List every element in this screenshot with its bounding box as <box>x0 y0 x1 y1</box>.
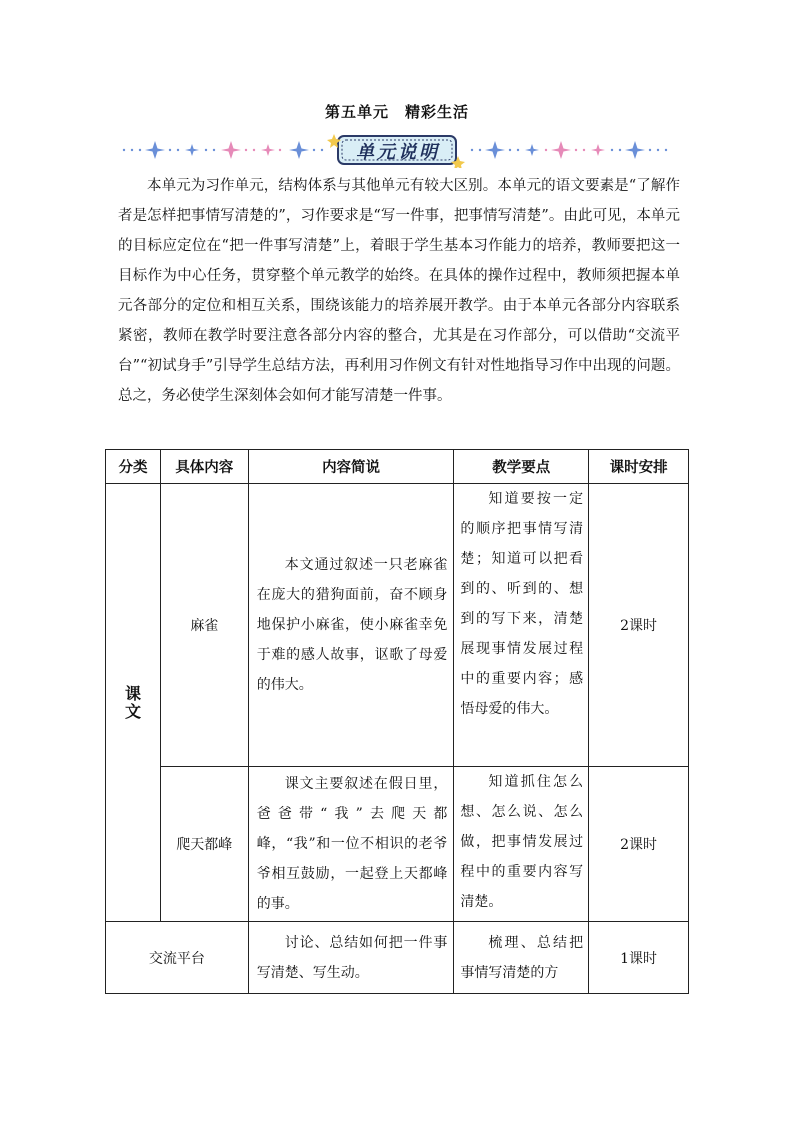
section-badge-label: 单元说明 <box>356 142 440 163</box>
page-title: 第五单元 精彩生活 <box>324 103 469 121</box>
points-text: 知道抓住怎么想、怎么说、怎么做，把事情发展过程中的重要内容写清楚。 <box>460 774 584 910</box>
summary-cell <box>248 484 454 767</box>
header-summary: 内容简说 <box>248 450 454 484</box>
points-cell <box>454 922 589 994</box>
table-row <box>106 767 689 922</box>
summary-cell <box>248 767 454 922</box>
header-points: 教学要点 <box>454 450 589 484</box>
content-cell: 麻雀 <box>160 484 248 767</box>
header-category: 分类 <box>106 450 161 484</box>
table-row <box>106 484 689 767</box>
sparkle-left-icon <box>123 141 215 159</box>
hours-cell: 2课时 <box>589 767 689 922</box>
points-text: 梳理、总结把事情写清楚的方 <box>460 934 584 981</box>
hours-cell: 1课时 <box>589 922 689 994</box>
category-cell: 交流平台 <box>106 922 249 994</box>
intro-text: 本单元为习作单元，结构体系与其他单元有较大区别。本单元的语文要素是“了解作者是怎样把事情写清楚的”，习作要求是“写一件事，把事情写清楚”。由此可见，本单元的目标应定位在“把一件事写清楚”上，着眼于学生基本习作能力的培养，教师要把这一目标作为中心任务，贯穿整个单元教学的始终。在具体的操作过程中，教师须把握本单元各部分的定位和相互关系，围绕该能力的培养展开教学。由于本单元各部分内容联系紧密，教师在教学时要注意各部分内容的整合，尤其是在习作部分，可以借助“交流平台”“初试身手”引导学生总结方法，再利用习作例文有针对性地指导习作中出现的问题。总之，务必使学生深刻体会如何才能写清楚一件事。 <box>118 178 680 404</box>
sparkle-right-icon <box>471 141 539 159</box>
summary-cell <box>248 922 454 994</box>
points-cell <box>454 484 589 767</box>
category-kewen: 课文 <box>124 683 141 721</box>
summary-text: 课文主要叙述在假日里，爸爸带“我”去爬天都峰，“我”和一位不相识的老爷爷相互鼓励，一起登上天都峰的事。 <box>256 776 448 912</box>
summary-text: 本文通过叙述一只老麻雀在庞大的猎狗面前，奋不顾身地保护小麻雀，使小麻雀幸免于难的感人故事，讴歌了母爱的伟大。 <box>256 557 448 693</box>
table-row <box>106 922 689 994</box>
lesson-plan-table <box>105 449 689 994</box>
hours-cell: 2课时 <box>589 484 689 767</box>
intro-paragraph <box>118 171 680 411</box>
category-cell <box>106 484 161 922</box>
points-cell <box>454 767 589 922</box>
table-header-row <box>106 450 689 484</box>
header-content: 具体内容 <box>160 450 248 484</box>
header-hours: 课时安排 <box>589 450 689 484</box>
points-text: 知道要按一定的顺序把事情写清楚；知道可以把看到的、听到的、想到的写下来，清楚展现事情发展过程中的重要内容；感悟母爱的伟大。 <box>460 491 584 717</box>
summary-text: 讨论、总结如何把一件事写清楚、写生动。 <box>256 934 448 981</box>
content-cell: 爬天都峰 <box>160 767 248 922</box>
